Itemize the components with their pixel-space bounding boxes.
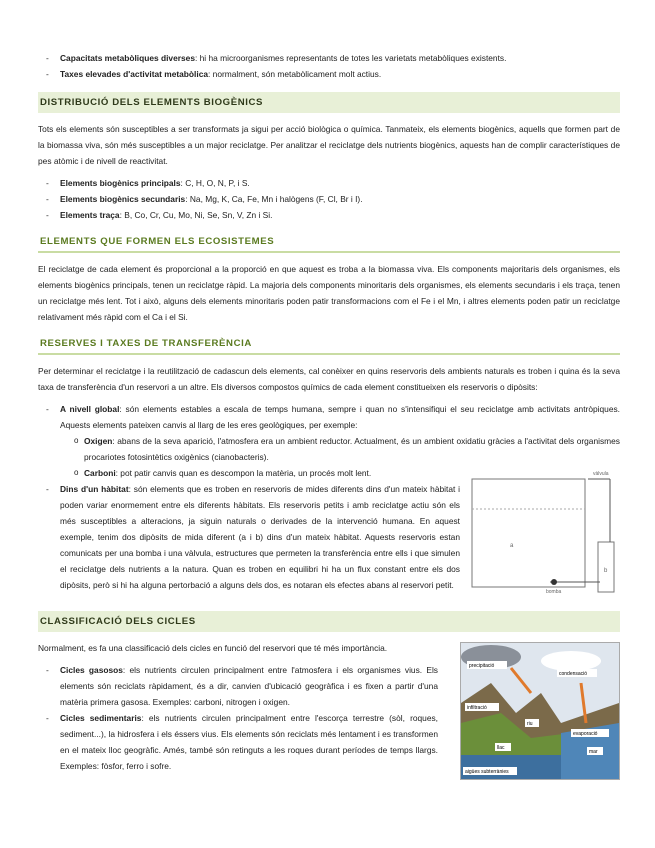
list-item: - Elements biogènics principals: C, H, O, N, P, i S. (38, 175, 620, 191)
section-heading-distribucio: DISTRIBUCIÓ DELS ELEMENTS BIOGÈNICS (38, 92, 620, 113)
reservoir-b (598, 542, 614, 592)
label-aigues: aigües subterrànies (465, 769, 509, 775)
reservoir-a (472, 479, 585, 587)
label-mar: mar (589, 749, 598, 755)
term: Capacitats metabòliques diverses (60, 53, 195, 63)
label-b: b (604, 568, 608, 574)
text: : hi ha microorganismes representants de totes les varietats metabòliques existents. (195, 53, 507, 63)
paragraph: Per determinar el reciclatge i la reutilització de cadascun dels elements, cal conèixer en quins reservoris dels ambients naturals es troben i quina és la seva taxa de transferència d'un reservori a un altre. Els diversos compostos químics de cada element constitueixen els reservoris o dipòsits: (38, 366, 620, 392)
label-a: a (510, 543, 514, 549)
label-infiltracio: infiltració (467, 705, 487, 711)
sub-list-item: o Oxigen: abans de la seva aparició, l'atmosfera era un ambient reductor. Actualment, és un ambient oxidatiu gràcies a l'activitat dels organismes procariotes fotosintètics oxigènics (cianobacteris). (38, 433, 620, 465)
water-cycle-illustration (460, 642, 620, 780)
list-item: - Elements biogènics secundaris: Na, Mg, K, Ca, Fe, Mn i halògens (F, Cl, Br i I). (38, 191, 620, 207)
reservoir-diagram (470, 467, 620, 597)
section-heading-ecosistemes: ELEMENTS QUE FORMEN ELS ECOSISTEMES (38, 233, 620, 253)
text: : normalment, són metabòlicament molt actius. (208, 69, 382, 79)
paragraph: Tots els elements són susceptibles a ser transformats ja sigui per acció biològica o química. Tanmateix, els elements biogènics, aquells que formen part de la biomassa viva, són més susceptibles a un major reciclatge. Per analitzar el reciclatge dels nutrients biogènics, aquests han de complir característiques de pes atòmic i de nivell de reactivitat. (38, 124, 620, 166)
list-item: - A nivell global: són elements estables a escala de temps humana, sempre i quan no s'intensifiqui el seu reciclatge amb activitats antròpiques. Aquests elements pateixen canvis al llarg de les eres geològiques, per exemple: (38, 401, 620, 433)
document-page (38, 50, 620, 774)
list-item (38, 66, 620, 82)
section-heading-reserves: RESERVES I TAXES DE TRANSFERÈNCIA (38, 335, 620, 355)
paragraph: El reciclatge de cada element és proporcional a la proporció en que aquest es troba a la biomassa viva. Els components majoritaris dels organismes, els elements biogènics principals, tenen un reciclatge ràpid. La majoria dels components minoritaris dels organismes, els elements secundaris i els traça, tenen un reciclatge més lent. Tot i això, alguns dels elements minoritaris poden patir transformacions com el Fe i el Mn, i altres elements poden patir un reciclatge relativament més ràpid com el Ca i el Si. (38, 264, 620, 322)
label-evaporacio: evaporació (573, 731, 598, 737)
list-item: - Cicles sedimentaris: els nutrients circulen principalment entre l'escorça terrestre (sòl, roques, sediment...), la hidrosfera i els éssers vius. Els elements són reciclats més lentament i es transformen en el mateix lloc geogràfic. Amés, també són retinguts a les roques durant períodes de temps llargs. Exemples: fòsfor, ferro i sofre. (38, 710, 438, 774)
paragraph: Normalment, es fa una classificació dels cicles en funció del reservori que té més importància. (38, 643, 388, 653)
cloud-icon (541, 651, 601, 671)
label-riu: riu (527, 721, 533, 727)
label-llac: llac (497, 745, 505, 751)
label-pump: bomba (546, 589, 562, 595)
list-item (38, 50, 620, 66)
label-precipitacio: precipitació (469, 663, 495, 669)
list-item: - Dins d'un hàbitat: són elements que es troben en reservoris de mides diferents dins d'un mateix hàbitat i poden variar enormement entre els diferents hàbitats. Els reservoris petits i amb reciclatge actiu són els més susceptibles a alteracions, ja siguin naturals o derivades de la intervenció humana. En aquest exemple, tenim dos dipòsits de mida diferent (a i b) dins d'un mateix hàbitat. Aquests reservoris estan comunicats per una bomba i una vàlvula, estructures que permeten la transferència entre ells i que simulen el reciclatge dels nutrients a la natura. Quan es troben en equilibri hi ha un flux constant entre els dos dipòsits, però si hi ha alguna pertorbació a alguns dels dos, es notaran els efectes abans al reservori petit. (38, 481, 460, 593)
section-heading-classificacio: CLASSIFICACIÓ DELS CICLES (38, 611, 620, 632)
pump-icon (551, 579, 557, 585)
label-condensacio: condensació (559, 671, 588, 677)
list-item: - Cicles gasosos: els nutrients circulen principalment entre l'atmosfera i els organismes vius. Els elements són reciclats ràpidament, és a dir, canvien d'ubicació geogràfica i es fixen a partir d'una matèria primera gasosa. Exemples: carboni, nitrogen i oxigen. (38, 662, 438, 710)
term: Taxes elevades d'activitat metabòlica (60, 69, 209, 79)
list-item: - Elements traça: B, Co, Cr, Cu, Mo, Ni, Se, Sn, V, Zn i Si. (38, 207, 620, 223)
label-valve: vàlvula (593, 471, 609, 477)
sub-list-item: o Carboni: pot patir canvis quan es descompon la matèria, un procés molt lent. (38, 465, 620, 481)
